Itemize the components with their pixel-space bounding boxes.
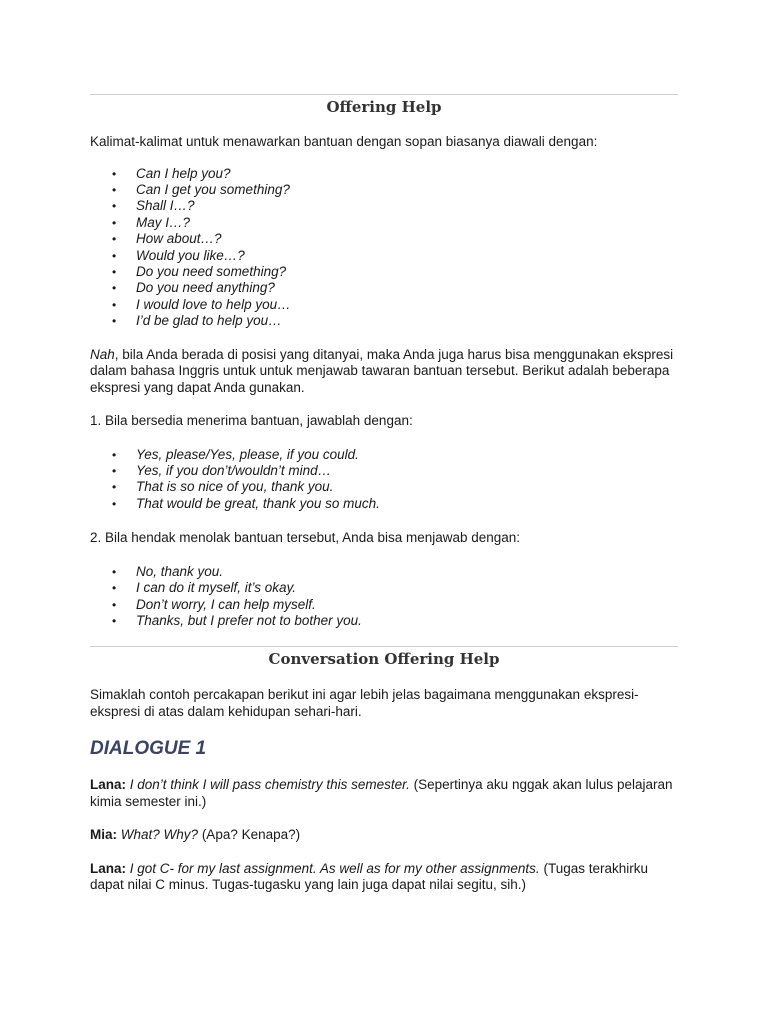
list-item: • Can I help you? (136, 166, 678, 182)
translation: (Apa? Kenapa?) (201, 827, 301, 843)
intro-paragraph: Kalimat-kalimat untuk menawarkan bantuan dengan sopan biasanya diawali dengan: (90, 134, 598, 149)
list-item: • Yes, please/Yes, please, if you could. (136, 447, 678, 463)
list-item: • I would love to help you… (136, 297, 678, 313)
section-title-offering-help: Offering Help (326, 98, 442, 116)
speaker-name: Lana: (90, 777, 127, 793)
conversation-intro: Simaklah contoh percakapan berikut ini agar lebih jelas bagaimana menggunakan ekspresi-ekspresi di atas dalam kehidupan sehari-hari. (90, 687, 639, 719)
english-line: I don’t think I will pass chemistry this semester. (129, 777, 410, 793)
list-item: • How about…? (136, 231, 678, 247)
list-item: • Do you need something? (136, 264, 678, 280)
decline-expressions-list (90, 564, 678, 630)
list-item: • Can I get you something? (136, 182, 678, 198)
translation: (Tugas terakhirku dapat nilai C minus. Tugas-tugasku yang lain juga dapat nilai segitu, sih.) (90, 860, 648, 893)
english-line: I got C- for my last assignment. As well as for my other assignments. (129, 860, 540, 876)
accept-heading: 1. Bila bersedia menerima bantuan, jawablah dengan: (90, 413, 413, 429)
section-title-conversation: Conversation Offering Help (268, 650, 500, 669)
english-line: What? Why? (120, 827, 199, 843)
decline-heading: 2. Bila hendak menolak bantuan tersebut, Anda bisa menjawab dengan: (90, 530, 521, 546)
list-item: • Thanks, but I prefer not to bother you. (136, 613, 678, 629)
list-item: • That would be great, thank you so much. (136, 496, 678, 512)
list-item: • May I…? (136, 215, 678, 231)
list-item: • Shall I…? (136, 198, 678, 214)
list-item: • I’d be glad to help you… (136, 313, 678, 329)
translation: (Sepertinya aku nggak akan lulus pelajaran kimia semester ini.) (90, 777, 673, 809)
nah-word: Nah (90, 346, 115, 362)
dialogue-line (90, 861, 678, 894)
speaker-name: Mia: (90, 827, 117, 843)
dialogue-line (90, 777, 678, 810)
dialogue-line (90, 827, 678, 844)
list-item: • Do you need anything? (136, 280, 678, 296)
offer-expressions-list (90, 166, 678, 330)
document-page (90, 94, 678, 894)
list-item: • Would you like…? (136, 248, 678, 264)
divider (90, 646, 678, 647)
dialogue-title: DIALOGUE 1 (90, 738, 207, 760)
list-item: • Yes, if you don’t/wouldn’t mind… (136, 463, 678, 479)
list-item: • That is so nice of you, thank you. (136, 479, 678, 495)
accept-expressions-list (90, 447, 678, 513)
response-paragraph (90, 347, 678, 397)
divider (90, 94, 678, 95)
speaker-name: Lana: (90, 860, 127, 876)
list-item: • I can do it myself, it’s okay. (136, 580, 678, 596)
response-paragraph-text: , bila Anda berada di posisi yang ditanyai, maka Anda juga harus bisa menggunakan ekspresi dalam bahasa Inggris untuk untuk menjawab tawaran bantuan tersebut. Berikut adalah beberapa ekspresi yang dapat Anda gunakan. (90, 346, 674, 395)
list-item: • Don’t worry, I can help myself. (136, 597, 678, 613)
list-item: • No, thank you. (136, 564, 678, 580)
